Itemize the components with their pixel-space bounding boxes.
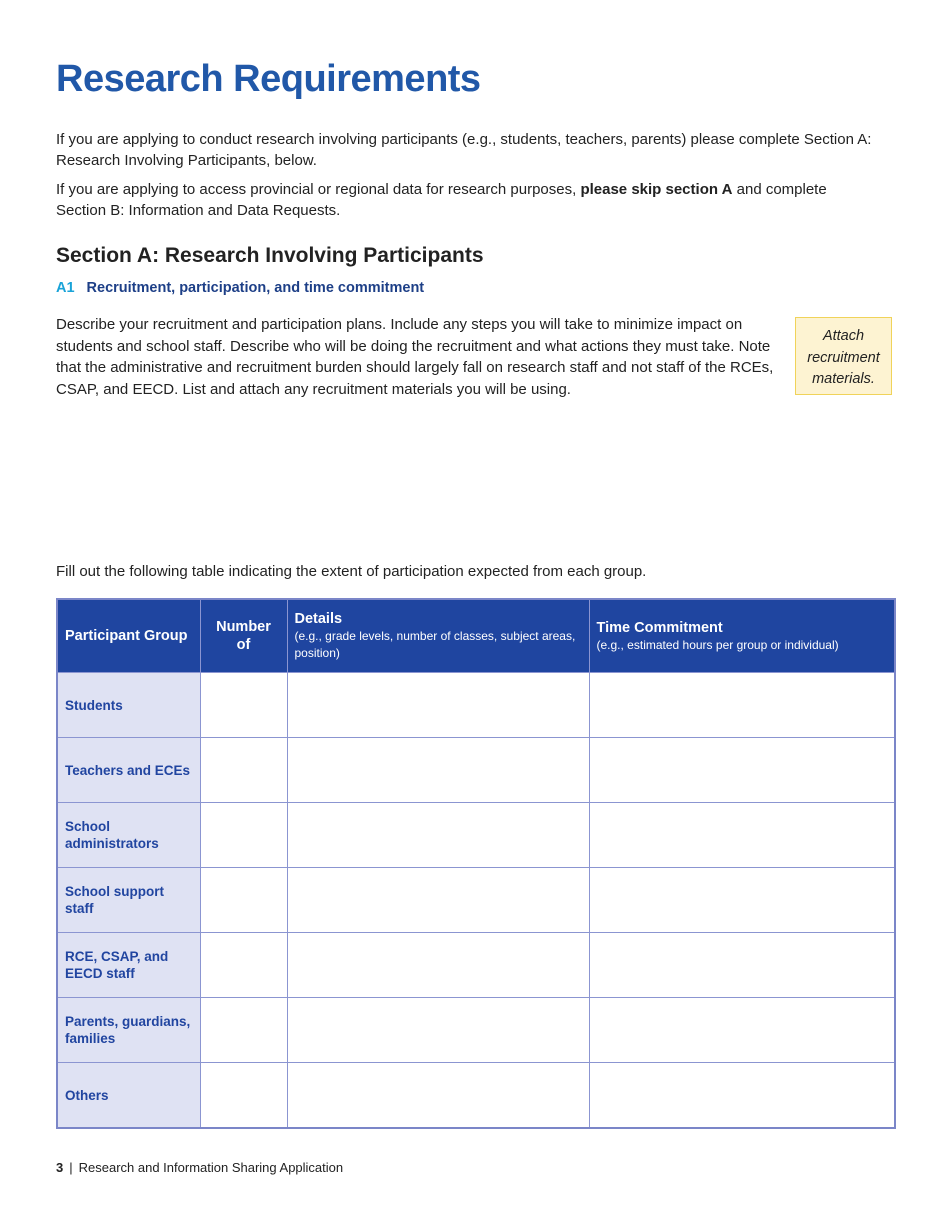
table-row <box>57 738 895 803</box>
footer-separator: | <box>69 1160 73 1175</box>
participant-group-label: School administrators <box>57 803 200 868</box>
subsection-title: Recruitment, participation, and time commitment <box>86 280 425 296</box>
header-number-of: Number of <box>200 599 287 673</box>
table-row <box>57 933 895 998</box>
time-commitment-cell[interactable] <box>589 998 895 1063</box>
subsection-a1-heading <box>56 280 424 296</box>
intro-paragraph-1: If you are applying to conduct research involving participants (e.g., students, teachers, parents) please complete Section A: Research Involving Participants, below. <box>56 131 872 169</box>
table-row <box>57 803 895 868</box>
page-number: 3 <box>56 1160 64 1175</box>
page-footer <box>56 1160 343 1175</box>
table-instruction: Fill out the following table indicating the extent of participation expected from each group. <box>56 563 647 580</box>
table-row <box>57 673 895 738</box>
details-cell[interactable] <box>287 673 589 738</box>
details-cell[interactable] <box>287 933 589 998</box>
table-row <box>57 1063 895 1129</box>
time-commitment-cell[interactable] <box>589 868 895 933</box>
time-commitment-cell[interactable] <box>589 933 895 998</box>
header-details <box>287 599 589 673</box>
header-time-title: Time Commitment <box>596 619 723 636</box>
details-cell[interactable] <box>287 1063 589 1129</box>
table-header-row <box>57 599 895 673</box>
participant-group-label: Others <box>57 1063 200 1129</box>
participant-group-label: Students <box>57 673 200 738</box>
number-of-cell[interactable] <box>200 673 287 738</box>
time-commitment-cell[interactable] <box>589 673 895 738</box>
details-cell[interactable] <box>287 868 589 933</box>
intro-text-start: If you are applying to access provincial or regional data for research purposes, <box>56 181 581 198</box>
time-commitment-cell[interactable] <box>589 738 895 803</box>
participant-group-label: Parents, guardians, families <box>57 998 200 1063</box>
header-time-commitment <box>589 599 895 673</box>
section-a-heading: Section A: Research Involving Participants <box>56 244 484 267</box>
table-row <box>57 868 895 933</box>
header-participant-group: Participant Group <box>57 599 200 673</box>
intro-paragraph-2 <box>56 179 876 221</box>
number-of-cell[interactable] <box>200 1063 287 1129</box>
page-title: Research Requirements <box>56 58 481 100</box>
intro-text-end: and complete Section B: Information and Data Requests. <box>56 181 827 219</box>
number-of-cell[interactable] <box>200 803 287 868</box>
details-cell[interactable] <box>287 998 589 1063</box>
participant-group-label: RCE, CSAP, and EECD staff <box>57 933 200 998</box>
number-of-cell[interactable] <box>200 738 287 803</box>
subsection-number: A1 <box>56 280 75 296</box>
header-details-hint: (e.g., grade levels, number of classes, subject areas, position) <box>294 629 576 660</box>
table-row <box>57 998 895 1063</box>
skip-section-a-emphasis: please skip section A <box>580 181 733 198</box>
header-details-title: Details <box>294 611 343 627</box>
participation-table <box>56 598 896 1129</box>
time-commitment-cell[interactable] <box>589 803 895 868</box>
participant-group-label: School support staff <box>57 868 200 933</box>
attach-materials-note: Attach recruitment materials. <box>795 317 892 395</box>
number-of-cell[interactable] <box>200 868 287 933</box>
header-time-hint: (e.g., estimated hours per group or individual) <box>596 637 839 652</box>
time-commitment-cell[interactable] <box>589 1063 895 1129</box>
details-cell[interactable] <box>287 803 589 868</box>
details-cell[interactable] <box>287 738 589 803</box>
number-of-cell[interactable] <box>200 998 287 1063</box>
number-of-cell[interactable] <box>200 933 287 998</box>
footer-document-title: Research and Information Sharing Application <box>78 1160 344 1175</box>
recruitment-description: Describe your recruitment and participation plans. Include any steps you will take to minimize impact on students and school staff. Describe who will be doing the recruitment and what actions they must take. Note that the administrative and recruitment burden should largely fall on research staff and not staff of the RCEs, CSAP, and EECD. List and attach any recruitment materials you will be using. <box>56 316 774 398</box>
participant-group-label: Teachers and ECEs <box>57 738 200 803</box>
